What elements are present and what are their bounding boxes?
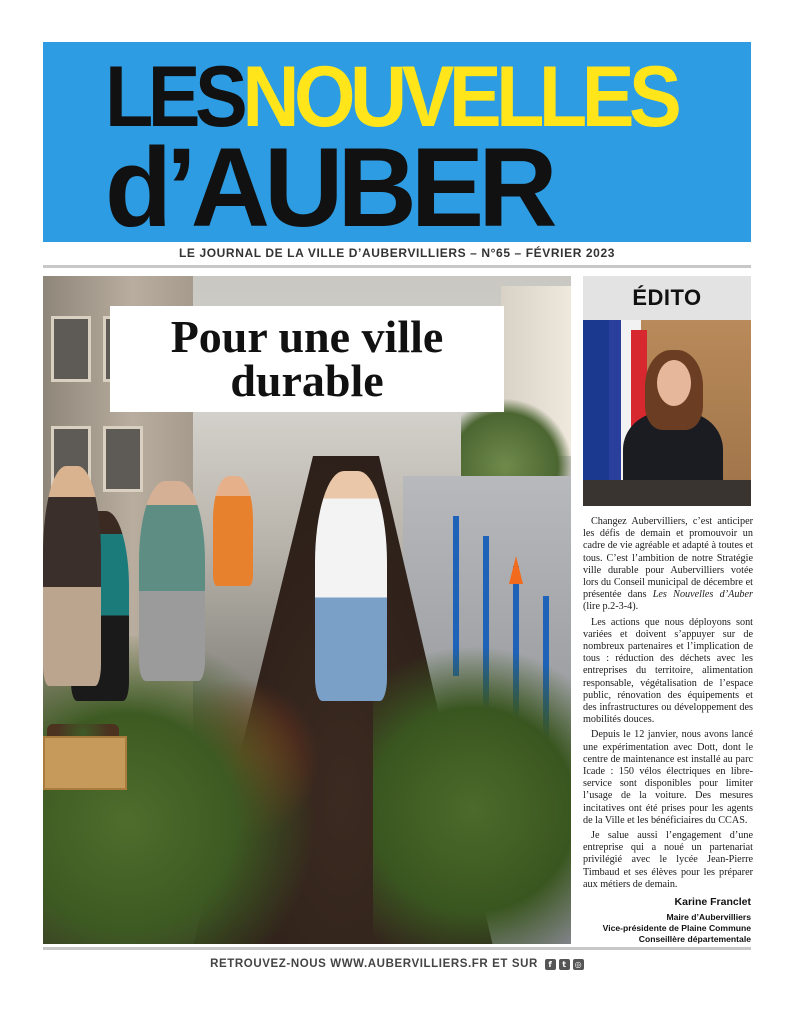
photo-person-woman [43, 466, 101, 686]
photo-person-adult [139, 481, 205, 681]
divider-bottom [43, 947, 751, 950]
photo-shrubs-right [373, 606, 571, 944]
signature-title: Vice-présidente de Plaine Commune [602, 923, 751, 933]
masthead-auber: d’AUBER [105, 125, 552, 242]
masthead-nouvelles: NOUVELLES [242, 49, 677, 145]
edito-paragraph: Changez Aubervilliers, c’est anticiper les défis de demain et promouvoir un cadre de vie agréable et adapté à toutes et tous. C’est l’ambition de notre Stratégie ville durable pour Aubervilliers votée lors du Conseil municipal de décembre et présentée dans Les Nouvelles d’Auber (lire p.2-3-4). [583, 516, 753, 613]
footer-text: RETROUVEZ-NOUS WWW.AUBERVILLIERS.FR ET SUR [210, 958, 538, 970]
signature-titles [583, 912, 751, 945]
divider-top [43, 265, 751, 268]
edito-paragraph: Les actions que nous déployons sont variées et doivent s’appuyer sur de nombreux partenaires et l’implication de tous : réduction des déchets avec les entreprises du territoire, alimentation responsable, végétalisation de l’espace public, rénovation des équipements et des infrastructures ou développement des mobilités douces. [583, 616, 753, 726]
signature-name: Karine Franclet [674, 896, 751, 908]
footer [43, 955, 751, 973]
cover-headline: Pour une ville durable [170, 311, 444, 406]
photo-crate [43, 736, 127, 790]
edito-paragraph: Je salue aussi l’engagement d’une entreprise qui a noué un partenariat privilégié avec le lycée Jean-Pierre Timbaud et ses élèves pour les préparer aux métiers de demain. [583, 830, 753, 890]
newspaper-title: Les Nouvelles d’Auber [652, 589, 753, 601]
headline-box [110, 306, 504, 412]
facebook-icon[interactable]: f [545, 959, 556, 970]
edito-body [583, 516, 753, 894]
masthead [43, 42, 751, 242]
social-icons [545, 959, 584, 970]
edito-paragraph: Depuis le 12 janvier, nous avons lancé une expérimentation avec Dott, dont le centre de maintenance est installé au parc Icade : 150 vélos électriques en libre-service sont disponibles pour limiter l’usage de la voiture. Des mesures incitatives ont été prises pour les agents de la Ville et les bénéficiaires du CCAS. [583, 729, 753, 826]
masthead-les: LES [105, 49, 243, 145]
signature-title: Maire d’Aubervilliers [666, 912, 751, 922]
mayor-portrait [583, 320, 751, 506]
twitter-icon[interactable]: t [559, 959, 570, 970]
portrait-face [657, 360, 691, 406]
portrait-desk [583, 480, 751, 506]
instagram-icon[interactable]: ◎ [574, 959, 583, 969]
photo-traffic-cone [509, 556, 523, 584]
photo-person-gardener [315, 471, 387, 701]
issue-subtitle: LE JOURNAL DE LA VILLE D’AUBERVILLIERS – N°65 – FÉVRIER 2023 [178, 246, 615, 260]
photo-person-orange [213, 476, 253, 586]
edito-title: ÉDITO [583, 276, 751, 320]
signature-title: Conseillère départementale [638, 934, 751, 944]
